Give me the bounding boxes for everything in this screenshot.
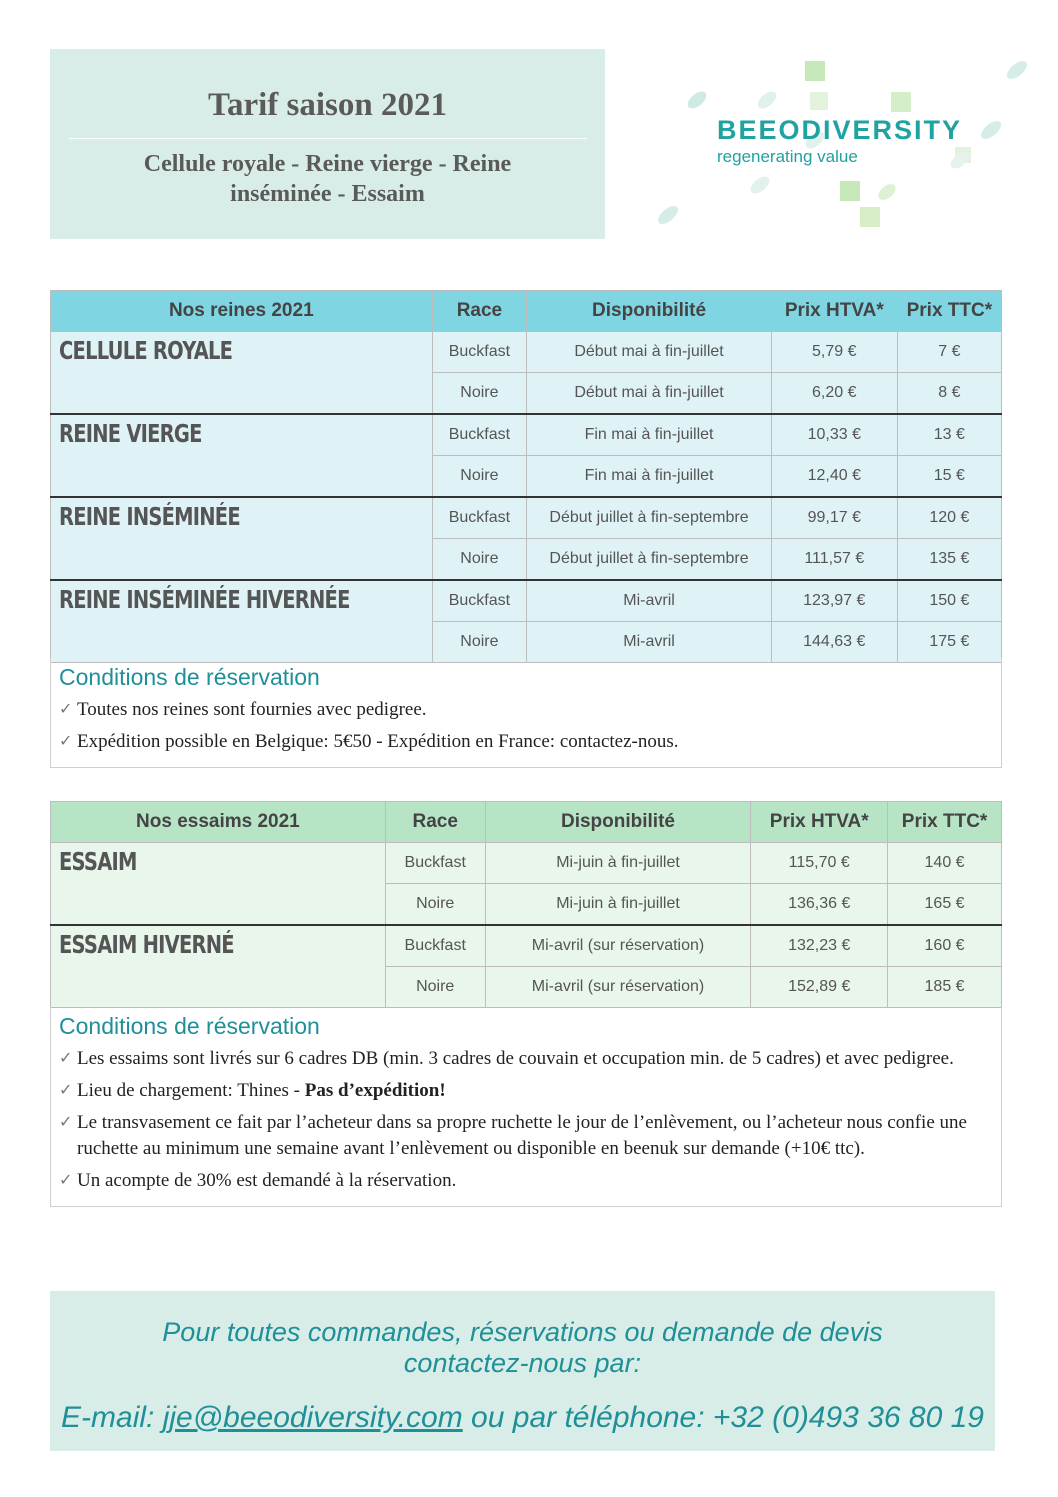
- contact-intro: [50, 1317, 995, 1379]
- column-header: Race: [385, 802, 485, 843]
- logo-brand-text: BEEODIVERSITY: [717, 115, 963, 145]
- price-htva-cell: 6,20 €: [771, 373, 897, 415]
- essaims-conditions: [50, 1007, 1002, 1207]
- subtitle-line-2: inséminée - Essaim: [230, 181, 425, 207]
- checkmark-icon: ✓: [59, 701, 73, 718]
- availability-cell: Mi-avril: [527, 580, 772, 622]
- conditions-heading: Conditions de réservation: [59, 664, 320, 690]
- race-cell: Noire: [432, 373, 527, 415]
- condition-item: ✓ Les essaims sont livrés sur 6 cadres DB (min. 3 cadres de couvain et occupation min. de 5 cadres) et avec pedigree.: [59, 1046, 993, 1072]
- availability-cell: Fin mai à fin-juillet: [527, 414, 772, 456]
- column-header: Prix HTVA*: [751, 802, 888, 843]
- table-row: [51, 843, 1002, 884]
- product-name: CELLULE ROYALE: [51, 332, 433, 415]
- email-label: E-mail:: [61, 1401, 163, 1434]
- column-header: Prix TTC*: [897, 291, 1001, 332]
- title-divider: [69, 138, 587, 139]
- column-header: Prix TTC*: [888, 802, 1002, 843]
- subtitle-line-1: Cellule royale - Reine vierge - Reine: [143, 151, 512, 177]
- logo-tagline: regenerating value: [717, 147, 858, 166]
- product-name: REINE INSÉMINÉE: [51, 497, 433, 580]
- availability-cell: Mi-juin à fin-juillet: [485, 884, 751, 926]
- contact-details: [50, 1401, 995, 1435]
- table-row: [51, 414, 1002, 456]
- product-name: REINE VIERGE: [51, 414, 433, 497]
- product-name: ESSAIM HIVERNÉ: [51, 925, 386, 1008]
- price-ttc-cell: 135 €: [897, 539, 1001, 581]
- price-ttc-cell: 140 €: [888, 843, 1002, 884]
- reines-price-table: [50, 290, 1002, 663]
- product-name: ESSAIM: [51, 843, 386, 926]
- contact-box: [50, 1291, 995, 1451]
- price-htva-cell: 115,70 €: [751, 843, 888, 884]
- table-header-row: [51, 802, 1002, 843]
- price-ttc-cell: 165 €: [888, 884, 1002, 926]
- condition-item: ✓ Un acompte de 30% est demandé à la réservation.: [59, 1168, 993, 1194]
- price-htva-cell: 136,36 €: [751, 884, 888, 926]
- price-htva-cell: 123,97 €: [771, 580, 897, 622]
- price-ttc-cell: 7 €: [897, 332, 1001, 373]
- reines-conditions: [50, 658, 1002, 768]
- product-name: REINE INSÉMINÉE HIVERNÉE: [51, 580, 433, 663]
- race-cell: Buckfast: [432, 580, 527, 622]
- race-cell: Noire: [385, 967, 485, 1008]
- column-header: Race: [432, 291, 527, 332]
- condition-item: ✓ Le transvasement ce fait par l’acheteur dans sa propre ruchette le jour de l’enlèvement, ou l’acheteur nous confie une ruchette au minimum une semaine avant l’enlèvement ou disponible en beenuk sur demande (+10€ ttc).: [59, 1112, 967, 1159]
- availability-cell: Début juillet à fin-septembre: [527, 539, 772, 581]
- essaims-price-table: [50, 801, 1002, 1008]
- price-ttc-cell: 160 €: [888, 925, 1002, 967]
- price-htva-cell: 144,63 €: [771, 622, 897, 663]
- checkmark-icon: ✓: [59, 1114, 73, 1131]
- conditions-heading: Conditions de réservation: [59, 1013, 320, 1039]
- condition-item: ✓ Toutes nos reines sont fournies avec pedigree.: [59, 697, 993, 723]
- contact-line-1: Pour toutes commandes, réservations ou demande de devis: [162, 1317, 883, 1347]
- price-ttc-cell: 175 €: [897, 622, 1001, 663]
- price-ttc-cell: 8 €: [897, 373, 1001, 415]
- availability-cell: Mi-avril (sur réservation): [485, 967, 751, 1008]
- page-subtitle: [50, 149, 605, 209]
- race-cell: Noire: [385, 884, 485, 926]
- price-ttc-cell: 150 €: [897, 580, 1001, 622]
- price-htva-cell: 111,57 €: [771, 539, 897, 581]
- table-row: [51, 580, 1002, 622]
- availability-cell: Fin mai à fin-juillet: [527, 456, 772, 498]
- no-shipping-note: Pas d’expédition!: [304, 1080, 446, 1101]
- race-cell: Buckfast: [385, 843, 485, 884]
- race-cell: Noire: [432, 622, 527, 663]
- race-cell: Buckfast: [432, 497, 527, 539]
- race-cell: Noire: [432, 539, 527, 581]
- race-cell: Buckfast: [385, 925, 485, 967]
- price-ttc-cell: 120 €: [897, 497, 1001, 539]
- availability-cell: Début mai à fin-juillet: [527, 332, 772, 373]
- race-cell: Buckfast: [432, 414, 527, 456]
- price-htva-cell: 10,33 €: [771, 414, 897, 456]
- email-link[interactable]: jje@beeodiversity.com: [162, 1401, 463, 1434]
- price-htva-cell: 12,40 €: [771, 456, 897, 498]
- condition-item: ✓ Lieu de chargement: Thines - Pas d’expédition!: [59, 1078, 993, 1104]
- column-header: Disponibilité: [527, 291, 772, 332]
- price-htva-cell: 99,17 €: [771, 497, 897, 539]
- price-htva-cell: 152,89 €: [751, 967, 888, 1008]
- price-ttc-cell: 185 €: [888, 967, 1002, 1008]
- page-title: Tarif saison 2021: [208, 87, 447, 123]
- beeodiversity-logo: [655, 55, 1035, 235]
- phone-text: ou par téléphone: +32 (0)493 36 80 19: [462, 1401, 984, 1434]
- table-header-row: [51, 291, 1002, 332]
- title-box: [50, 49, 605, 239]
- table-row: [51, 332, 1002, 373]
- price-htva-cell: 132,23 €: [751, 925, 888, 967]
- availability-cell: Mi-avril: [527, 622, 772, 663]
- price-htva-cell: 5,79 €: [771, 332, 897, 373]
- column-header: Nos essaims 2021: [51, 802, 386, 843]
- column-header: Nos reines 2021: [51, 291, 433, 332]
- availability-cell: Début juillet à fin-septembre: [527, 497, 772, 539]
- availability-cell: Début mai à fin-juillet: [527, 373, 772, 415]
- race-cell: Noire: [432, 456, 527, 498]
- availability-cell: Mi-avril (sur réservation): [485, 925, 751, 967]
- availability-cell: Mi-juin à fin-juillet: [485, 843, 751, 884]
- price-ttc-cell: 13 €: [897, 414, 1001, 456]
- checkmark-icon: ✓: [59, 1082, 73, 1099]
- table-row: [51, 925, 1002, 967]
- checkmark-icon: ✓: [59, 1172, 73, 1189]
- checkmark-icon: ✓: [59, 733, 73, 750]
- contact-line-2: contactez-nous par:: [403, 1348, 642, 1378]
- table-row: [51, 497, 1002, 539]
- column-header: Prix HTVA*: [771, 291, 897, 332]
- race-cell: Buckfast: [432, 332, 527, 373]
- checkmark-icon: ✓: [59, 1050, 73, 1067]
- price-ttc-cell: 15 €: [897, 456, 1001, 498]
- column-header: Disponibilité: [485, 802, 751, 843]
- condition-item: ✓ Expédition possible en Belgique: 5€50 - Expédition en France: contactez-nous.: [59, 729, 993, 755]
